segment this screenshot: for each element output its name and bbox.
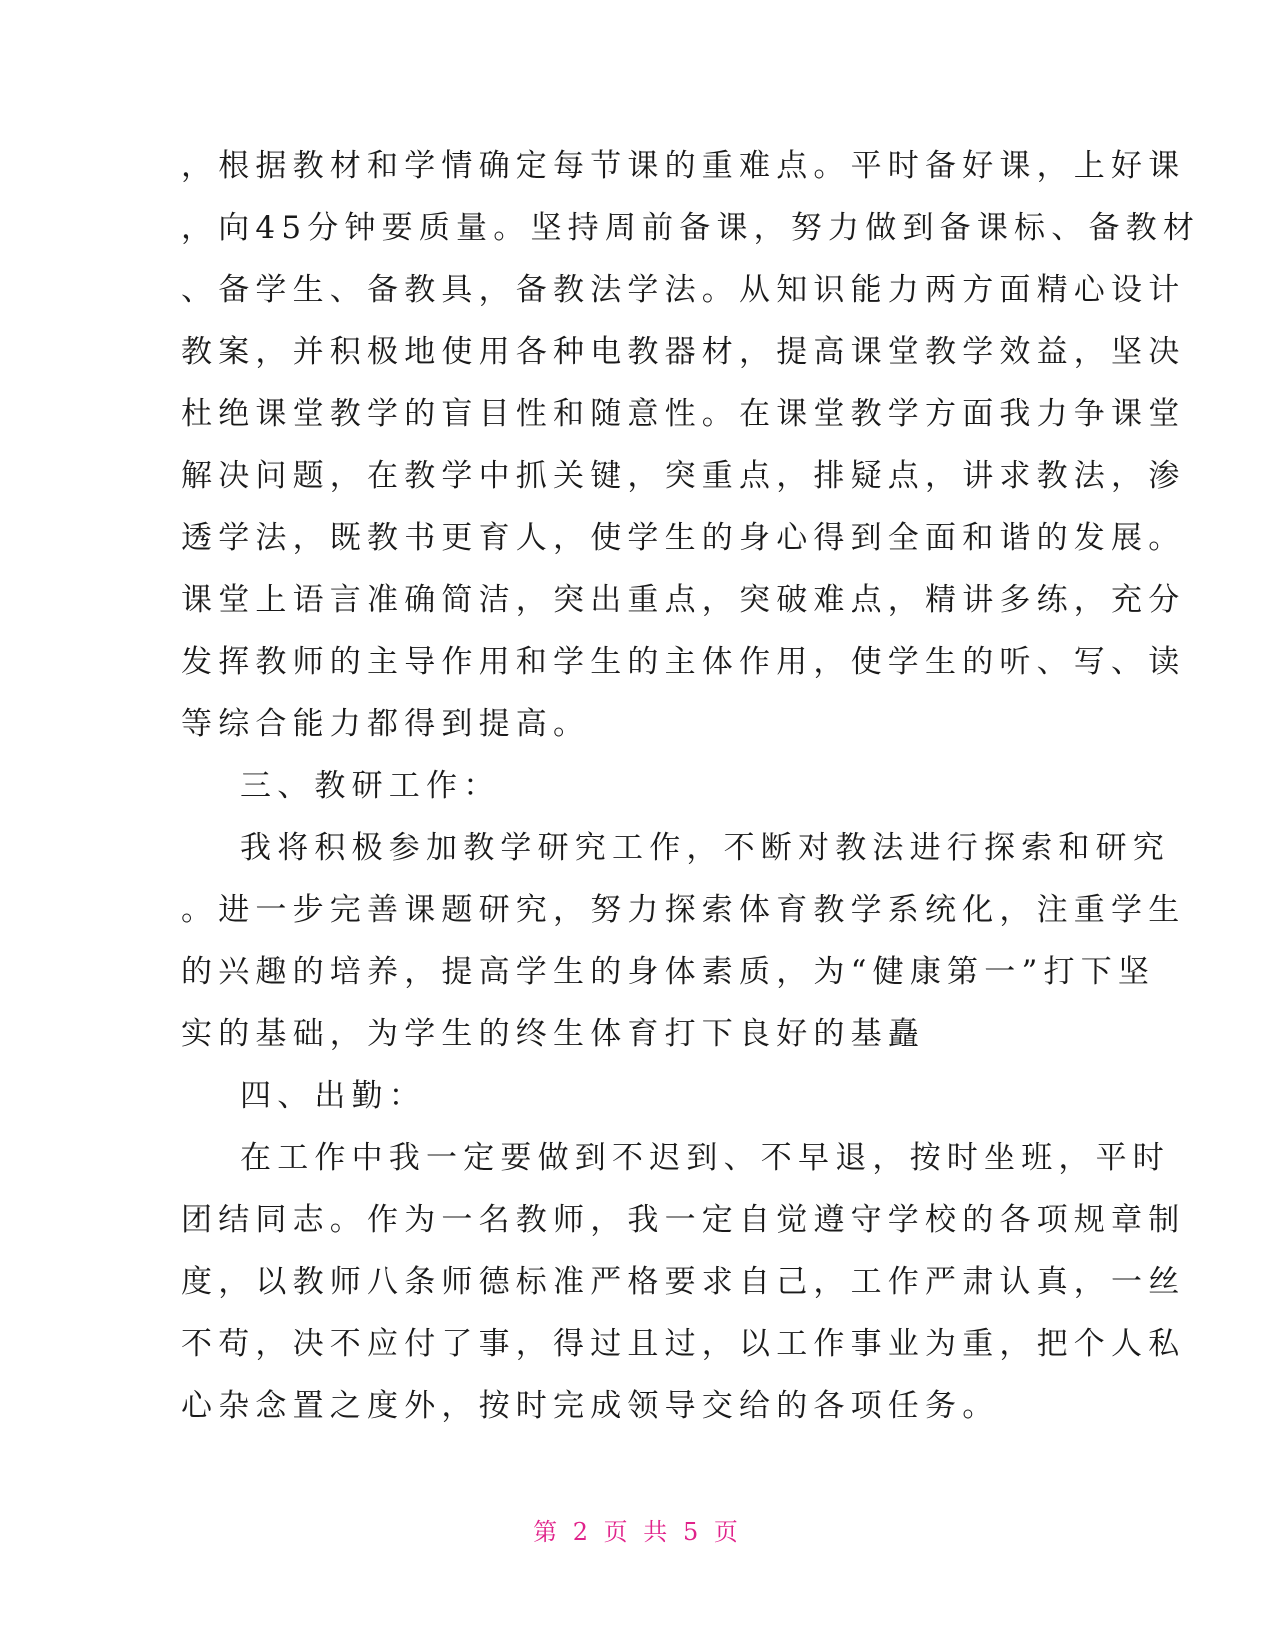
body-text-line: 心杂念置之度外，按时完成领导交给的各项任务。 [181,1388,1000,1424]
body-text-line: 解决问题，在教学中抓关键，突重点，排疑点，讲求教法，渗 [181,458,1186,494]
body-text-line: 团结同志。作为一名教师，我一定自觉遵守学校的各项规章制 [181,1202,1186,1238]
body-text-line: 、备学生、备教具，备教法学法。从知识能力两方面精心设计 [181,272,1186,308]
section-heading-teaching-research: 三、教研工作： [240,768,501,804]
body-text-line: ，根据教材和学情确定每节课的重难点。平时备好课，上好课 [181,148,1186,184]
body-text-line: 实的基础，为学生的终生体育打下良好的基矗 [181,1016,925,1052]
body-text-line: 发挥教师的主导作用和学生的主体作用，使学生的听、写、读 [181,644,1186,680]
body-text-line: 课堂上语言准确简洁，突出重点，突破难点，精讲多练，充分 [181,582,1186,618]
body-text-line: 我将积极参加教学研究工作，不断对教法进行探索和研究 [240,830,1170,866]
page-number-footer: 第 2 页 共 5 页 [533,1518,742,1546]
body-text-line: ，向45分钟要质量。坚持周前备课，努力做到备课标、备教材 [181,210,1201,246]
body-text-line: 在工作中我一定要做到不迟到、不早退，按时坐班，平时 [240,1140,1170,1176]
body-text-line: 杜绝课堂教学的盲目性和随意性。在课堂教学方面我力争课堂 [181,396,1186,432]
body-text-line: 透学法，既教书更育人，使学生的身心得到全面和谐的发展。 [181,520,1186,556]
body-text-line: 的兴趣的培养，提高学生的身体素质，为“健康第一”打下坚 [181,954,1156,990]
body-text-line: 等综合能力都得到提高。 [181,706,591,742]
body-text-line: 度，以教师八条师德标准严格要求自己，工作严肃认真，一丝 [181,1264,1186,1300]
section-heading-attendance: 四、出勤： [240,1078,426,1114]
body-text-line: 。进一步完善课题研究，努力探索体育教学系统化，注重学生 [181,892,1186,928]
body-text-line: 教案，并积极地使用各种电教器材，提高课堂教学效益，坚决 [181,334,1186,370]
body-text-line: 不苟，决不应付了事，得过且过，以工作事业为重，把个人私 [181,1326,1186,1362]
